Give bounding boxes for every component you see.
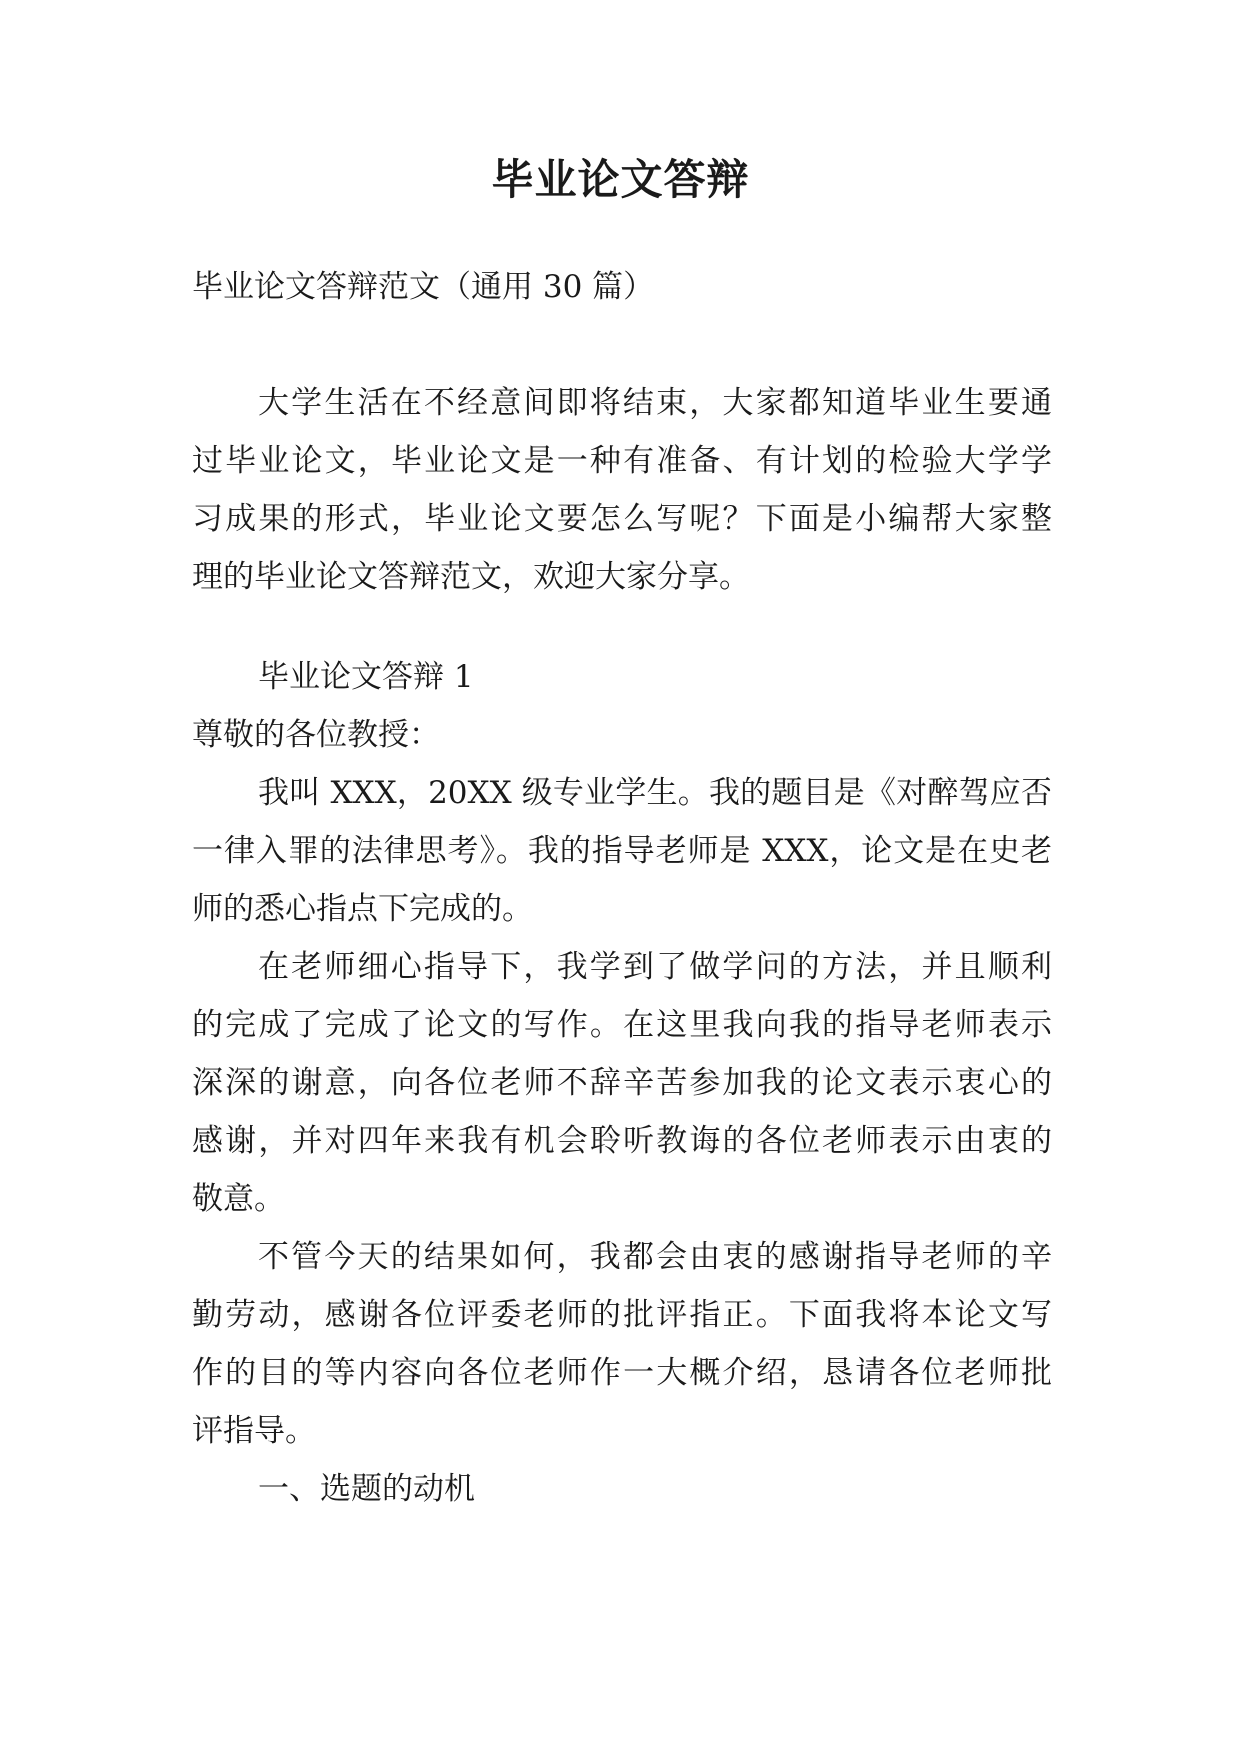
intro-paragraph bbox=[192, 374, 1052, 606]
intro-line: 理的毕业论文答辩范文，欢迎大家分享。 bbox=[192, 559, 750, 595]
paragraph-line: 一律入罪的法律思考》。我的指导老师是 XXX，论文是在史老 bbox=[192, 833, 1052, 869]
point-heading: 一、选题的动机 bbox=[258, 1471, 475, 1507]
spacer bbox=[192, 316, 1052, 374]
paragraph-line: 感谢，并对四年来我有机会聆听教诲的各位老师表示由衷的 bbox=[192, 1123, 1052, 1159]
paragraph-line: 师的悉心指点下完成的。 bbox=[192, 891, 533, 927]
intro-line: 过毕业论文，毕业论文是一种有准备、有计划的检验大学学 bbox=[192, 443, 1052, 479]
paragraph-thanks bbox=[192, 938, 1052, 1228]
document-title: 毕业论文答辩 bbox=[491, 155, 750, 204]
paragraph-outline bbox=[192, 1228, 1052, 1460]
salutation: 尊敬的各位教授： bbox=[192, 717, 440, 753]
section-heading: 毕业论文答辩 1 bbox=[258, 659, 474, 695]
paragraph-line: 在老师细心指导下，我学到了做学问的方法，并且顺利 bbox=[258, 949, 1052, 985]
paragraph-line: 不管今天的结果如何，我都会由衷的感谢指导老师的辛 bbox=[258, 1239, 1052, 1275]
paragraph-line: 敬意。 bbox=[192, 1181, 285, 1217]
paragraph-line: 我叫 XXX，20XX 级专业学生。我的题目是《对醉驾应否 bbox=[258, 775, 1052, 811]
paragraph-line: 评指导。 bbox=[192, 1413, 316, 1449]
document-body bbox=[192, 258, 1052, 1518]
intro-line: 大学生活在不经意间即将结束，大家都知道毕业生要通 bbox=[258, 385, 1052, 421]
intro-line: 习成果的形式，毕业论文要怎么写呢？下面是小编帮大家整 bbox=[192, 501, 1052, 537]
document-subtitle: 毕业论文答辩范文（通用 30 篇） bbox=[192, 269, 655, 305]
paragraph-line: 作的目的等内容向各位老师作一大概介绍，恳请各位老师批 bbox=[192, 1355, 1052, 1391]
paragraph-line: 的完成了完成了论文的写作。在这里我向我的指导老师表示 bbox=[192, 1007, 1052, 1043]
paragraph-introduction bbox=[192, 764, 1052, 938]
spacer bbox=[192, 606, 1052, 648]
paragraph-line: 勤劳动，感谢各位评委老师的批评指正。下面我将本论文写 bbox=[192, 1297, 1052, 1333]
paragraph-line: 深深的谢意，向各位老师不辞辛苦参加我的论文表示衷心的 bbox=[192, 1065, 1052, 1101]
